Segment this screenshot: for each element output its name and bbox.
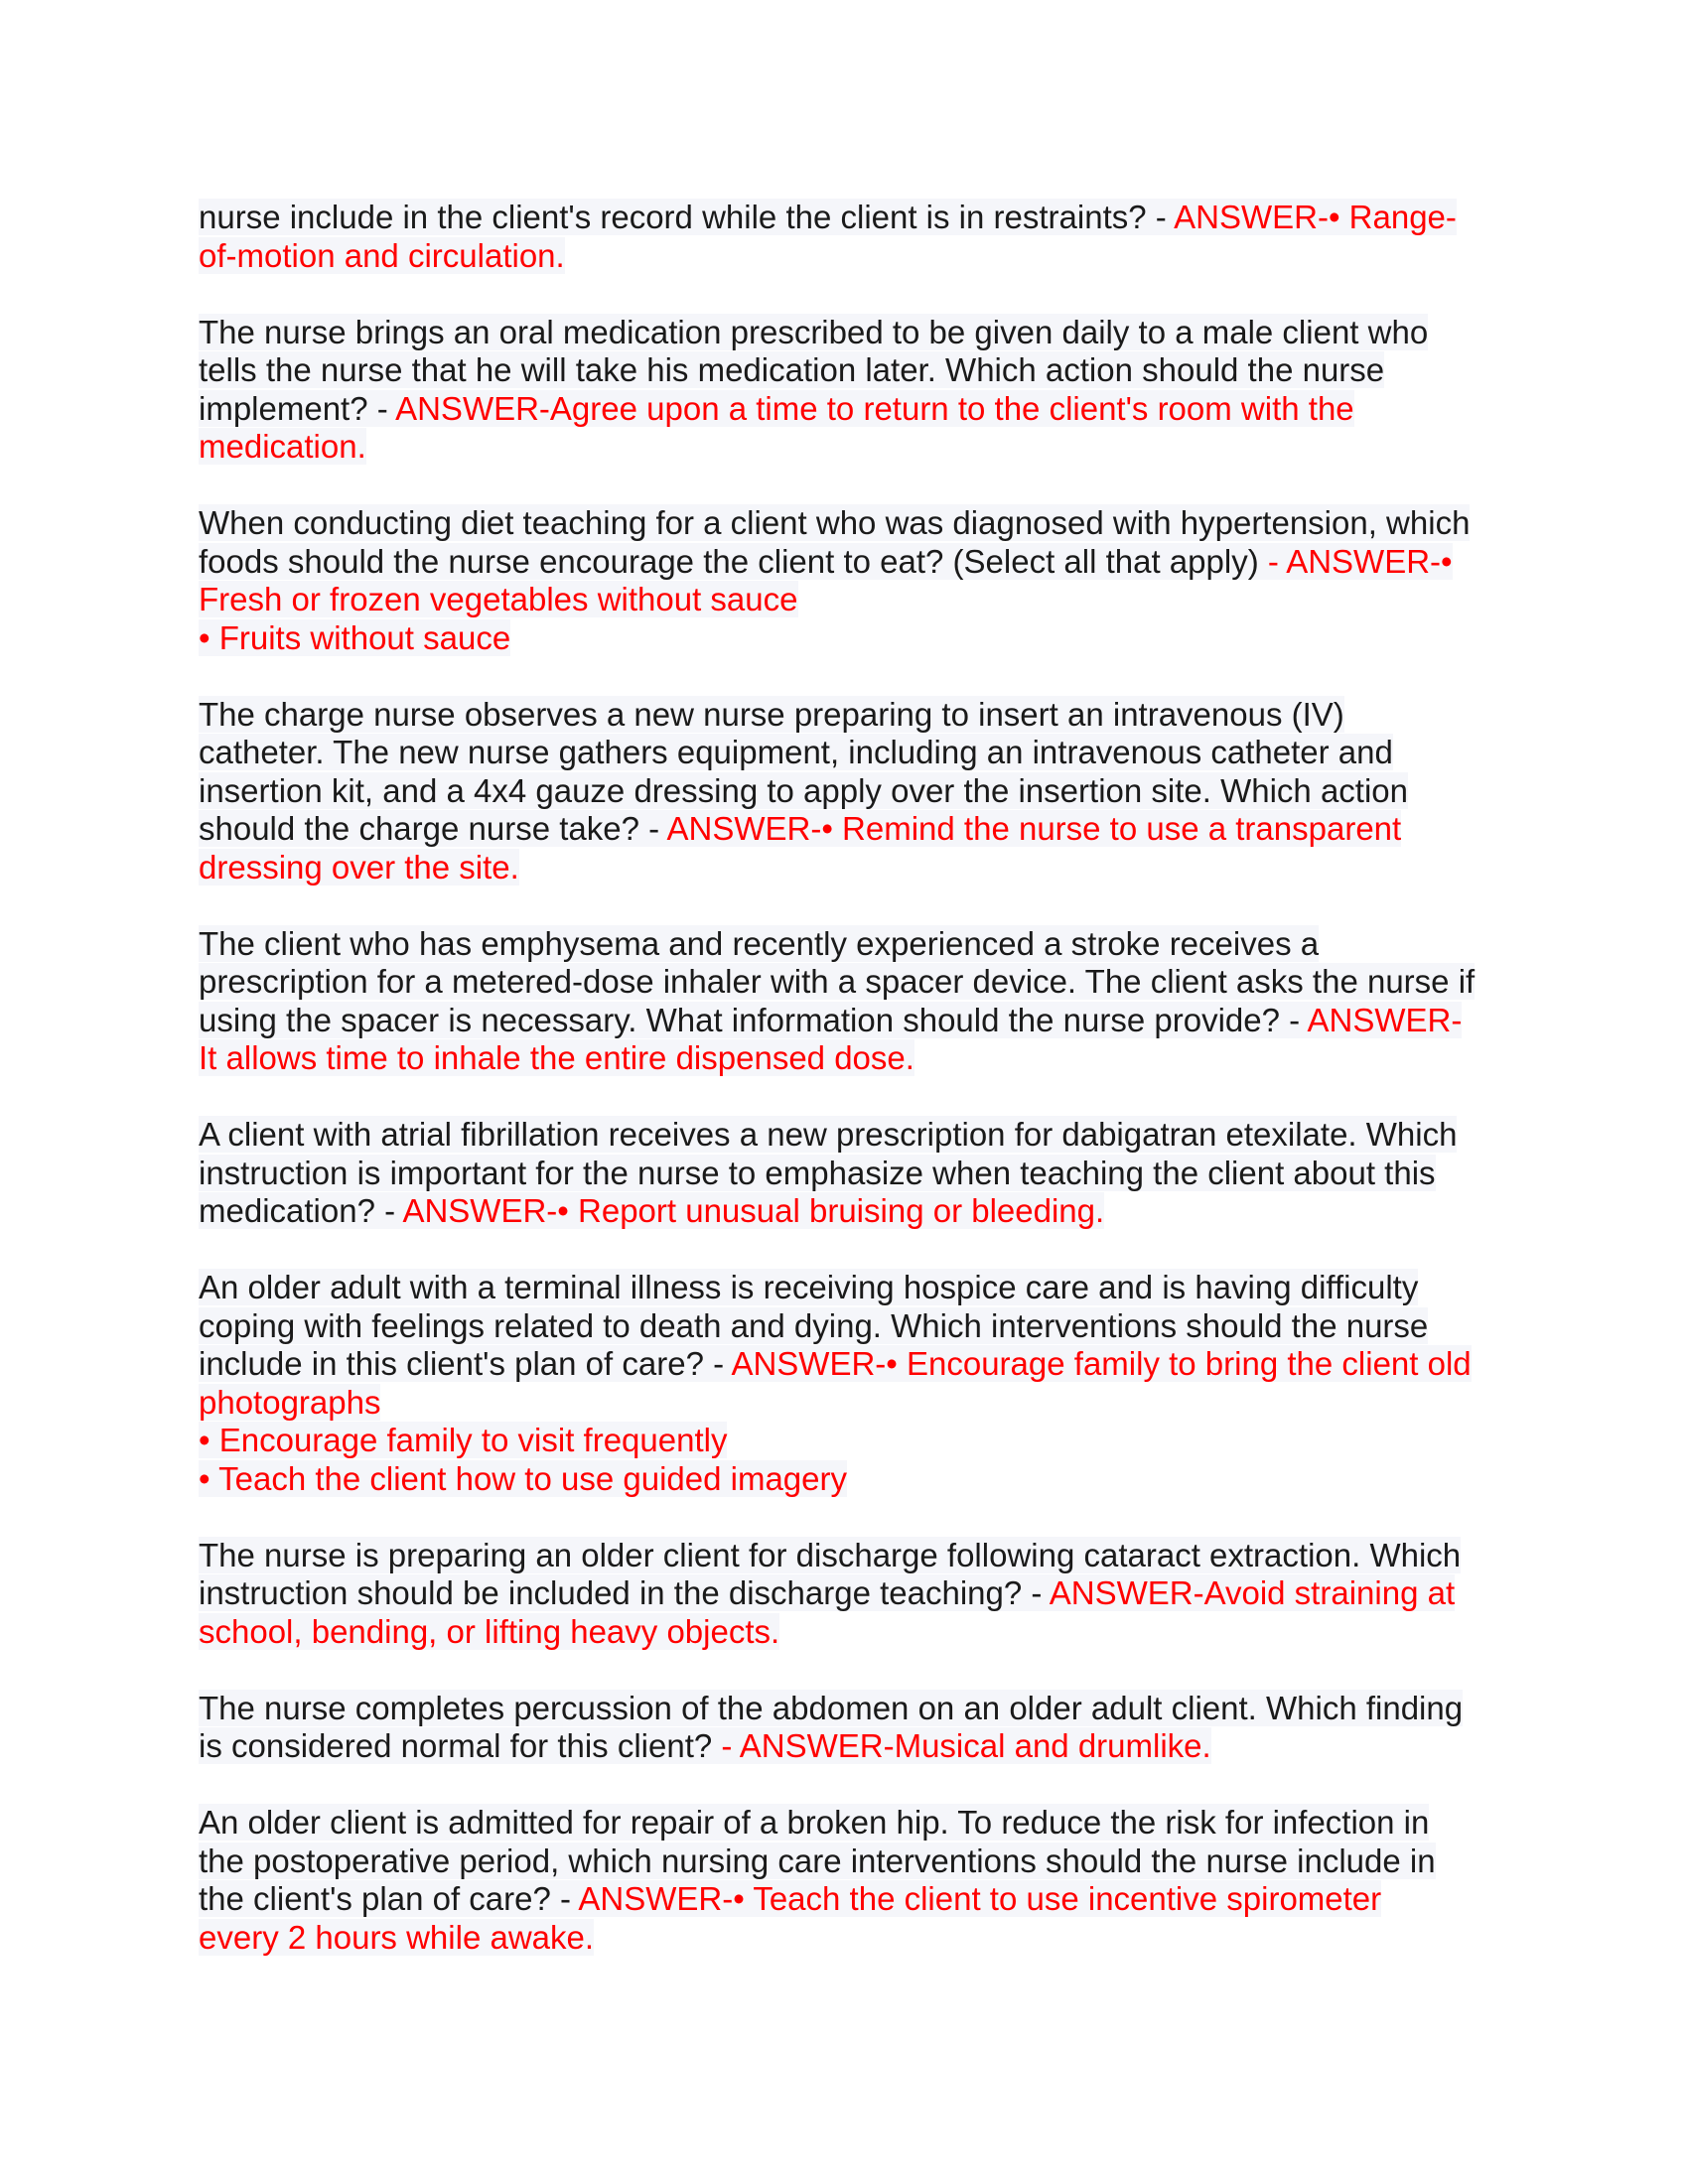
text-line (199, 1880, 1489, 1919)
question-text: foods should the nurse encourage the client to eat? (Select all that apply) (199, 542, 1268, 580)
text-line (199, 1002, 1489, 1040)
text-line (199, 1192, 1489, 1231)
answer-text: ANSWER-Agree upon a time to return to the client's room with the (395, 389, 1354, 427)
text-line (199, 619, 1489, 658)
question-text: The nurse completes percussion of the abdomen on an older adult client. Which finding (199, 1689, 1464, 1726)
answer-text: • Teach the client how to use guided imagery (199, 1459, 848, 1497)
qa-list (199, 199, 1489, 1995)
question-text: is considered normal for this client? (199, 1727, 722, 1764)
qa-item (199, 1269, 1489, 1498)
question-text: using the spacer is necessary. What information should the nurse provide? - (199, 1001, 1308, 1038)
text-line (199, 849, 1489, 887)
qa-item (199, 199, 1489, 275)
text-line (199, 1384, 1489, 1423)
text-line (199, 1155, 1489, 1193)
answer-text: every 2 hours while awake. (199, 1918, 595, 1956)
text-line (199, 1537, 1489, 1575)
question-text: An older adult with a terminal illness is receiving hospice care and is having difficulty (199, 1269, 1419, 1305)
qa-item (199, 504, 1489, 657)
text-line (199, 734, 1489, 772)
answer-text: school, bending, or lifting heavy objects. (199, 1612, 780, 1650)
text-line (199, 1919, 1489, 1958)
answer-text: ANSWER-• Range- (1174, 199, 1457, 235)
text-line (199, 581, 1489, 619)
qa-item (199, 314, 1489, 467)
question-text: insertion kit, and a 4x4 gauze dressing to apply over the insertion site. Which action (199, 771, 1409, 809)
answer-text: ANSWER-• Remind the nurse to use a transparent (666, 810, 1402, 847)
text-line (199, 1727, 1489, 1766)
text-line (199, 504, 1489, 543)
question-text: the client's plan of care? - (199, 1880, 579, 1917)
question-text: the postoperative period, which nursing care interventions should the nurse include in (199, 1842, 1436, 1879)
question-text: coping with feelings related to death and dying. Which interventions should the nurse (199, 1306, 1429, 1344)
answer-text: ANSWER-• Encourage family to bring the client old (731, 1345, 1472, 1382)
qa-item (199, 696, 1489, 887)
answer-text: • Fruits without sauce (199, 618, 511, 656)
text-line (199, 351, 1489, 390)
qa-item (199, 1116, 1489, 1231)
text-line (199, 1460, 1489, 1499)
question-text: medication? - (199, 1192, 403, 1229)
text-line (199, 1690, 1489, 1728)
answer-text: ANSWER-• Teach the client to use incentive spirometer (578, 1880, 1382, 1917)
question-text: The nurse brings an oral medication prescribed to be given daily to a male client who (199, 313, 1429, 350)
text-line (199, 390, 1489, 429)
answer-text: • Encourage family to visit frequently (199, 1422, 728, 1458)
question-text: The charge nurse observes a new nurse preparing to insert an intravenous (IV) (199, 695, 1344, 733)
text-line (199, 237, 1489, 276)
question-text: instruction is important for the nurse to emphasize when teaching the client about this (199, 1154, 1436, 1191)
question-text: catheter. The new nurse gathers equipment, including an intravenous catheter and (199, 734, 1393, 770)
answer-text: - ANSWER-• (1267, 542, 1453, 580)
question-text: instruction should be included in the discharge teaching? - (199, 1574, 1050, 1611)
qa-item (199, 925, 1489, 1078)
question-text: The client who has emphysema and recently experienced a stroke receives a (199, 924, 1320, 962)
answer-text: ANSWER-• Report unusual bruising or bleeding. (402, 1192, 1105, 1229)
answer-text: It allows time to inhale the entire dispensed dose. (199, 1039, 914, 1076)
text-line (199, 963, 1489, 1002)
text-line (199, 543, 1489, 582)
text-line (199, 1307, 1489, 1346)
text-line (199, 1804, 1489, 1843)
question-text: prescription for a metered-dose inhaler with a spacer device. The client asks the nurse if (199, 963, 1476, 1000)
question-text: include in this client's plan of care? - (199, 1345, 732, 1382)
question-text: When conducting diet teaching for a client who was diagnosed with hypertension, which (199, 504, 1471, 541)
text-line (199, 696, 1489, 735)
text-line (199, 925, 1489, 964)
text-line (199, 1269, 1489, 1307)
question-text: should the charge nurse take? - (199, 810, 667, 847)
answer-text: of-motion and circulation. (199, 236, 565, 274)
text-line (199, 314, 1489, 352)
qa-item (199, 1804, 1489, 1957)
question-text: implement? - (199, 389, 396, 427)
text-line (199, 428, 1489, 467)
question-text: The nurse is preparing an older client for discharge following cataract extraction. Which (199, 1536, 1462, 1573)
text-line (199, 1574, 1489, 1613)
qa-item (199, 1690, 1489, 1766)
answer-text: photographs (199, 1383, 381, 1421)
text-line (199, 810, 1489, 849)
question-text: nurse include in the client's record while the client is in restraints? - (199, 199, 1175, 235)
answer-text: dressing over the site. (199, 848, 519, 886)
text-line (199, 1345, 1489, 1384)
text-line (199, 1039, 1489, 1078)
text-line (199, 1422, 1489, 1460)
text-line (199, 199, 1489, 237)
question-text: tells the nurse that he will take his medication later. Which action should the nurse (199, 351, 1385, 388)
answer-text: - ANSWER-Musical and drumlike. (721, 1727, 1211, 1764)
qa-item (199, 1537, 1489, 1652)
answer-text: ANSWER- (1307, 1001, 1463, 1038)
text-line (199, 1116, 1489, 1155)
text-line (199, 1613, 1489, 1652)
question-text: An older client is admitted for repair of a broken hip. To reduce the risk for infection in (199, 1804, 1430, 1841)
question-text: A client with atrial fibrillation receives a new prescription for dabigatran etexilate. Which (199, 1116, 1458, 1153)
answer-text: medication. (199, 428, 366, 465)
answer-text: ANSWER-Avoid straining at (1049, 1574, 1456, 1611)
text-line (199, 1843, 1489, 1881)
text-line (199, 772, 1489, 811)
answer-text: Fresh or frozen vegetables without sauce (199, 581, 798, 617)
